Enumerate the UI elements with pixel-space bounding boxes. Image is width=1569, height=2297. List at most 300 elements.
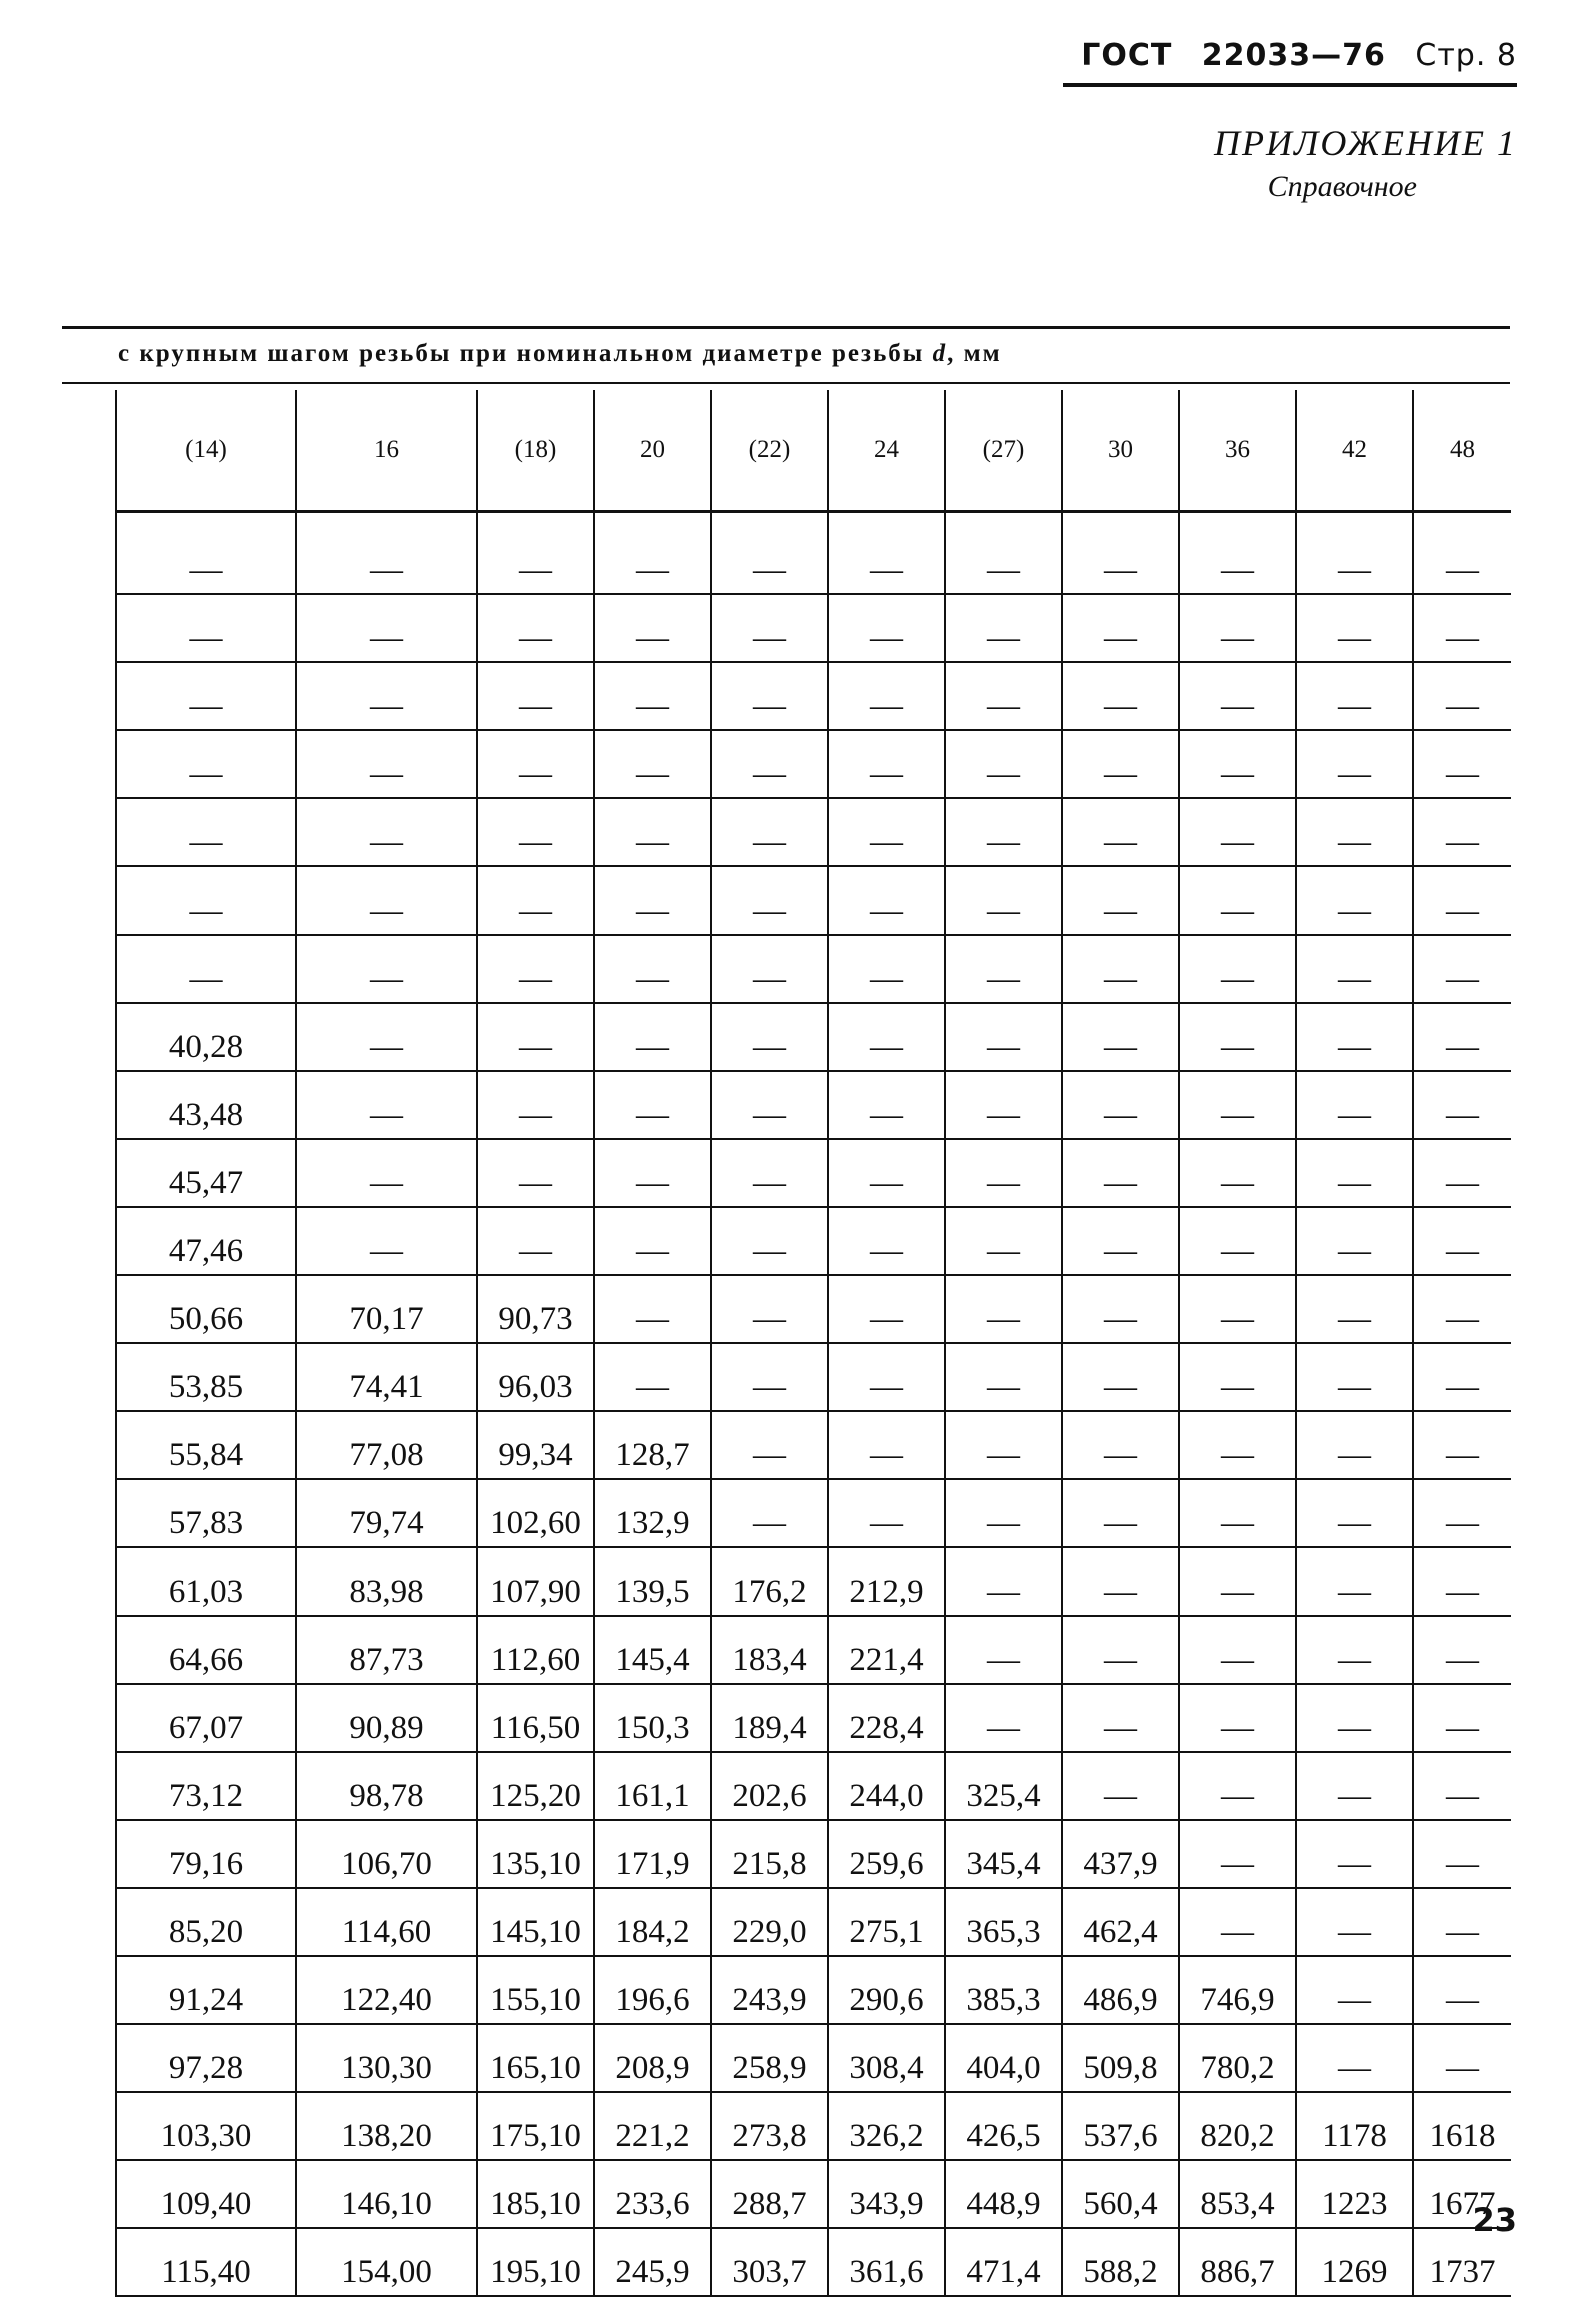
table-cell: 107,90 [477,1547,594,1615]
table-cell: 79,74 [296,1479,477,1547]
table-cell: — [828,1343,945,1411]
table-cell: — [477,512,594,595]
table-row [116,662,1511,730]
table-cell: 155,10 [477,1956,594,2024]
table-cell: — [116,935,296,1003]
table-cell: — [945,594,1062,662]
table-cell: — [1413,2024,1511,2092]
table-cell: — [1179,594,1296,662]
table-cell: — [1413,798,1511,866]
gost-label: ГОСТ [1081,38,1173,73]
table-cell: — [945,512,1062,595]
table-cell: — [711,730,828,798]
table-caption [118,340,1002,368]
table-row [116,1888,1511,1956]
table-cell: 196,6 [594,1956,711,2024]
table-cell: 130,30 [296,2024,477,2092]
table-cell: 138,20 [296,2092,477,2160]
table-cell: 77,08 [296,1411,477,1479]
table-cell: 1269 [1296,2228,1413,2296]
table-cell: — [1296,730,1413,798]
table-cell: — [1413,1956,1511,2024]
table-cell: 202,6 [711,1752,828,1820]
table-cell: — [1296,1820,1413,1888]
table-cell: — [296,1139,477,1207]
table-cell: 176,2 [711,1547,828,1615]
page-label: Стр. 8 [1415,38,1517,73]
table-cell: — [1413,1411,1511,1479]
table-row [116,866,1511,934]
table-cell: — [1296,866,1413,934]
table-cell: 74,41 [296,1343,477,1411]
table-cell: — [1062,1411,1179,1479]
table-cell: — [711,1003,828,1071]
table-cell: — [116,594,296,662]
header-row [116,390,1511,512]
table-cell: 195,10 [477,2228,594,2296]
table-row [116,1411,1511,1479]
table-cell: — [1062,798,1179,866]
table-row [116,2160,1511,2228]
table-cell: — [828,798,945,866]
table-cell: — [1413,730,1511,798]
table-cell: 303,7 [711,2228,828,2296]
table-cell: 61,03 [116,1547,296,1615]
table-cell: — [945,1479,1062,1547]
page-number: 23 [1472,2201,1517,2239]
table-cell: — [828,730,945,798]
table-cell: 83,98 [296,1547,477,1615]
document-header [1063,38,1517,87]
table-cell: — [945,1207,1062,1275]
table-cell: — [1179,1139,1296,1207]
table-cell: 437,9 [1062,1820,1179,1888]
table-cell: — [1296,798,1413,866]
table-cell: 426,5 [945,2092,1062,2160]
table-cell: 64,66 [116,1616,296,1684]
table-cell: 273,8 [711,2092,828,2160]
table-row [116,1479,1511,1547]
table-cell: — [116,798,296,866]
table-cell: 365,3 [945,1888,1062,1956]
table-cell: — [296,1071,477,1139]
table-cell: — [1179,1275,1296,1343]
table-cell: 404,0 [945,2024,1062,2092]
table-cell: 90,89 [296,1684,477,1752]
table-cell: — [1179,1616,1296,1684]
table-cell: — [1413,1616,1511,1684]
table-cell: — [711,798,828,866]
table-cell: — [1413,1752,1511,1820]
table-cell: 91,24 [116,1956,296,2024]
table-cell: — [945,798,1062,866]
table-cell: 746,9 [1179,1956,1296,2024]
table-cell: — [1413,866,1511,934]
appendix-title: ПРИЛОЖЕНИЕ 1 [1214,123,1517,163]
table-cell: — [1062,935,1179,1003]
appendix-subtitle: Справочное [1267,170,1417,203]
table-cell: — [1413,1479,1511,1547]
column-header: 48 [1413,390,1511,512]
table-cell: 109,40 [116,2160,296,2228]
table-cell: — [1413,1139,1511,1207]
table-cell: 106,70 [296,1820,477,1888]
table-cell: 53,85 [116,1343,296,1411]
table-cell: — [1062,730,1179,798]
table-cell: — [594,1139,711,1207]
table-cell: — [1062,1752,1179,1820]
table-cell: 245,9 [594,2228,711,2296]
table-cell: 184,2 [594,1888,711,1956]
table-cell: — [1179,1752,1296,1820]
column-header: (14) [116,390,296,512]
table-cell: 102,60 [477,1479,594,1547]
table-cell: — [828,1071,945,1139]
table-cell: 185,10 [477,2160,594,2228]
table-cell: — [1179,866,1296,934]
table-cell: 139,5 [594,1547,711,1615]
table-cell: 55,84 [116,1411,296,1479]
table-cell: — [711,1275,828,1343]
table-cell: — [711,935,828,1003]
table-cell: — [594,730,711,798]
table-row [116,1820,1511,1888]
table-cell: — [1062,866,1179,934]
table-row [116,2228,1511,2296]
table-cell: — [1062,1207,1179,1275]
table-cell: 150,3 [594,1684,711,1752]
table-cell: 820,2 [1179,2092,1296,2160]
table-cell: 462,4 [1062,1888,1179,1956]
table-cell: 47,46 [116,1207,296,1275]
column-header: 20 [594,390,711,512]
table-cell: — [1413,1071,1511,1139]
table-cell: — [1062,1003,1179,1071]
table-cell: 103,30 [116,2092,296,2160]
table-cell: 509,8 [1062,2024,1179,2092]
table-cell: — [1296,662,1413,730]
table-cell: — [594,1071,711,1139]
table-cell: — [1413,935,1511,1003]
table-cell: — [296,798,477,866]
table-cell: 385,3 [945,1956,1062,2024]
table-cell: — [1179,1207,1296,1275]
table-cell: — [477,1003,594,1071]
table-row [116,798,1511,866]
table-cell: 345,4 [945,1820,1062,1888]
gost-number: 22033—76 [1201,38,1386,73]
thread-data-table [115,390,1511,2297]
table-cell: — [594,1003,711,1071]
table-cell: 886,7 [1179,2228,1296,2296]
table-cell: 229,0 [711,1888,828,1956]
table-cell: — [1296,1479,1413,1547]
table-cell: — [594,1275,711,1343]
table-cell: 1618 [1413,2092,1511,2160]
table-cell: 112,60 [477,1616,594,1684]
table-cell: — [1296,1547,1413,1615]
table-cell: 221,2 [594,2092,711,2160]
table-cell: — [1179,512,1296,595]
table-cell: — [477,866,594,934]
table-cell: 208,9 [594,2024,711,2092]
table-cell: — [1413,1547,1511,1615]
column-header: 36 [1179,390,1296,512]
table-cell: 288,7 [711,2160,828,2228]
table-cell: 243,9 [711,1956,828,2024]
table-cell: — [1296,1139,1413,1207]
table-cell: 99,34 [477,1411,594,1479]
table-cell: 97,28 [116,2024,296,2092]
table-cell: 537,6 [1062,2092,1179,2160]
table-cell: — [1179,730,1296,798]
table-cell: 189,4 [711,1684,828,1752]
column-header: (18) [477,390,594,512]
table-cell: — [1179,1479,1296,1547]
table-row [116,512,1511,595]
table-cell: — [945,1003,1062,1071]
table-cell: 486,9 [1062,1956,1179,2024]
table-cell: — [296,1207,477,1275]
table-row [116,1343,1511,1411]
table-cell: 98,78 [296,1752,477,1820]
table-cell: — [945,1684,1062,1752]
table-cell: — [1413,1684,1511,1752]
table-cell: — [1179,1547,1296,1615]
table-cell: — [1062,1479,1179,1547]
table-cell: — [1413,662,1511,730]
table-cell: 45,47 [116,1139,296,1207]
table-cell: 212,9 [828,1547,945,1615]
table-cell: — [1179,1003,1296,1071]
table-cell: 132,9 [594,1479,711,1547]
table-cell: 1737 [1413,2228,1511,2296]
table-row [116,1616,1511,1684]
table-cell: — [1179,1684,1296,1752]
table-cell: 114,60 [296,1888,477,1956]
column-header: 24 [828,390,945,512]
table-cell: 588,2 [1062,2228,1179,2296]
table-cell: 325,4 [945,1752,1062,1820]
table-cell: — [1062,1684,1179,1752]
column-header: 30 [1062,390,1179,512]
table-cell: 326,2 [828,2092,945,2160]
table-cell: — [828,1207,945,1275]
table-cell: 165,10 [477,2024,594,2092]
table-cell: 471,4 [945,2228,1062,2296]
table-cell: — [477,1071,594,1139]
table-cell: 67,07 [116,1684,296,1752]
table-cell: 57,83 [116,1479,296,1547]
table-cell: 780,2 [1179,2024,1296,2092]
table-cell: — [1296,2024,1413,2092]
table-cell: — [296,512,477,595]
table-row [116,2092,1511,2160]
table-cell: — [477,730,594,798]
table-cell: — [828,1275,945,1343]
table-row [116,594,1511,662]
table-cell: — [1062,594,1179,662]
table-cell: — [1062,512,1179,595]
table-cell: — [1179,935,1296,1003]
table-cell: 50,66 [116,1275,296,1343]
table-cell: 96,03 [477,1343,594,1411]
table-row [116,1003,1511,1071]
table-row [116,1752,1511,1820]
table-cell: 215,8 [711,1820,828,1888]
table-cell: 115,40 [116,2228,296,2296]
table-cell: 308,4 [828,2024,945,2092]
table-cell: — [477,798,594,866]
table-cell: — [1179,1071,1296,1139]
table-cell: — [1413,594,1511,662]
table-cell: — [1296,935,1413,1003]
table-cell: — [1296,1275,1413,1343]
table-cell: — [1296,1888,1413,1956]
table-cell: 145,10 [477,1888,594,1956]
table-cell: 1178 [1296,2092,1413,2160]
table-cell: 343,9 [828,2160,945,2228]
table-cell: — [711,594,828,662]
table-cell: — [296,1003,477,1071]
table-cell: 90,73 [477,1275,594,1343]
table-cell: 275,1 [828,1888,945,1956]
table-cell: — [594,662,711,730]
table-cell: — [116,512,296,595]
table-cell: — [1413,512,1511,595]
table-cell: — [711,1071,828,1139]
table-cell: 122,40 [296,1956,477,2024]
table-cell: — [711,1479,828,1547]
table-row [116,1275,1511,1343]
table-cell: 43,48 [116,1071,296,1139]
table-cell: — [296,662,477,730]
table-cell: 73,12 [116,1752,296,1820]
caption-unit: , мм [947,340,1002,367]
caption-text: с крупным шагом резьбы при номинальном диаметре резьбы [118,340,925,367]
table-cell: — [1179,1820,1296,1888]
table-cell: — [296,866,477,934]
table-cell: 79,16 [116,1820,296,1888]
table-cell: 154,00 [296,2228,477,2296]
table-cell: — [1062,662,1179,730]
caption-rule [62,382,1510,384]
table-cell: 183,4 [711,1616,828,1684]
table-cell: — [945,730,1062,798]
table-cell: 448,9 [945,2160,1062,2228]
table-cell: 259,6 [828,1820,945,1888]
table-cell: — [1062,1139,1179,1207]
table-cell: — [1413,1275,1511,1343]
table-cell: 70,17 [296,1275,477,1343]
column-header: (22) [711,390,828,512]
table-cell: — [945,1547,1062,1615]
table-cell: 290,6 [828,1956,945,2024]
table-cell: — [1296,1003,1413,1071]
table-cell: — [477,594,594,662]
table-cell: — [477,1207,594,1275]
table-cell: — [945,935,1062,1003]
table-cell: 145,4 [594,1616,711,1684]
table-cell: — [828,866,945,934]
table-cell: — [1062,1275,1179,1343]
table-row [116,730,1511,798]
table-cell: — [1296,1684,1413,1752]
table-cell: — [1296,1956,1413,2024]
table-cell: — [594,798,711,866]
table-cell: — [594,512,711,595]
table-cell: 125,20 [477,1752,594,1820]
table-cell: — [1296,1616,1413,1684]
table-row [116,1207,1511,1275]
table-cell: — [1179,1343,1296,1411]
table-cell: — [1413,1343,1511,1411]
appendix-heading [1214,122,1517,204]
table-cell: — [594,1207,711,1275]
table-cell: — [1179,1411,1296,1479]
table-cell: — [1062,1547,1179,1615]
table-cell: — [711,512,828,595]
table-cell: — [116,730,296,798]
table-cell: — [1296,1071,1413,1139]
table-cell: 128,7 [594,1411,711,1479]
table-cell: 40,28 [116,1003,296,1071]
table-cell: — [1179,662,1296,730]
table-cell: — [1179,798,1296,866]
table-cell: — [1296,1343,1413,1411]
table-cell: — [477,935,594,1003]
table-cell: — [945,1343,1062,1411]
table-row [116,1139,1511,1207]
table-cell: 135,10 [477,1820,594,1888]
table-cell: 233,6 [594,2160,711,2228]
table-cell: — [296,935,477,1003]
table-cell: — [828,512,945,595]
column-header: 16 [296,390,477,512]
table-cell: — [1062,1071,1179,1139]
table-cell: — [116,662,296,730]
table-cell: — [1296,512,1413,595]
table-cell: — [594,1343,711,1411]
table-cell: — [828,594,945,662]
table-cell: — [1413,1820,1511,1888]
table-cell: — [945,866,1062,934]
table-cell: 175,10 [477,2092,594,2160]
table-cell: 853,4 [1179,2160,1296,2228]
table-cell: — [828,1411,945,1479]
column-header: (27) [945,390,1062,512]
column-header: 42 [1296,390,1413,512]
table-cell: 560,4 [1062,2160,1179,2228]
table-cell: — [711,1343,828,1411]
table-top-rule [62,326,1510,329]
table-cell: — [1296,594,1413,662]
table-cell: — [116,866,296,934]
table-cell: 85,20 [116,1888,296,1956]
table-cell: — [711,662,828,730]
table-body [116,512,1511,2297]
table-cell: 146,10 [296,2160,477,2228]
table-cell: — [1413,1888,1511,1956]
table-row [116,1547,1511,1615]
table-cell: — [711,1139,828,1207]
table-cell: — [1296,1207,1413,1275]
table-cell: — [1413,1207,1511,1275]
table-cell: — [477,1139,594,1207]
table-cell: — [296,730,477,798]
table-cell: — [1413,1003,1511,1071]
table-cell: — [945,1071,1062,1139]
